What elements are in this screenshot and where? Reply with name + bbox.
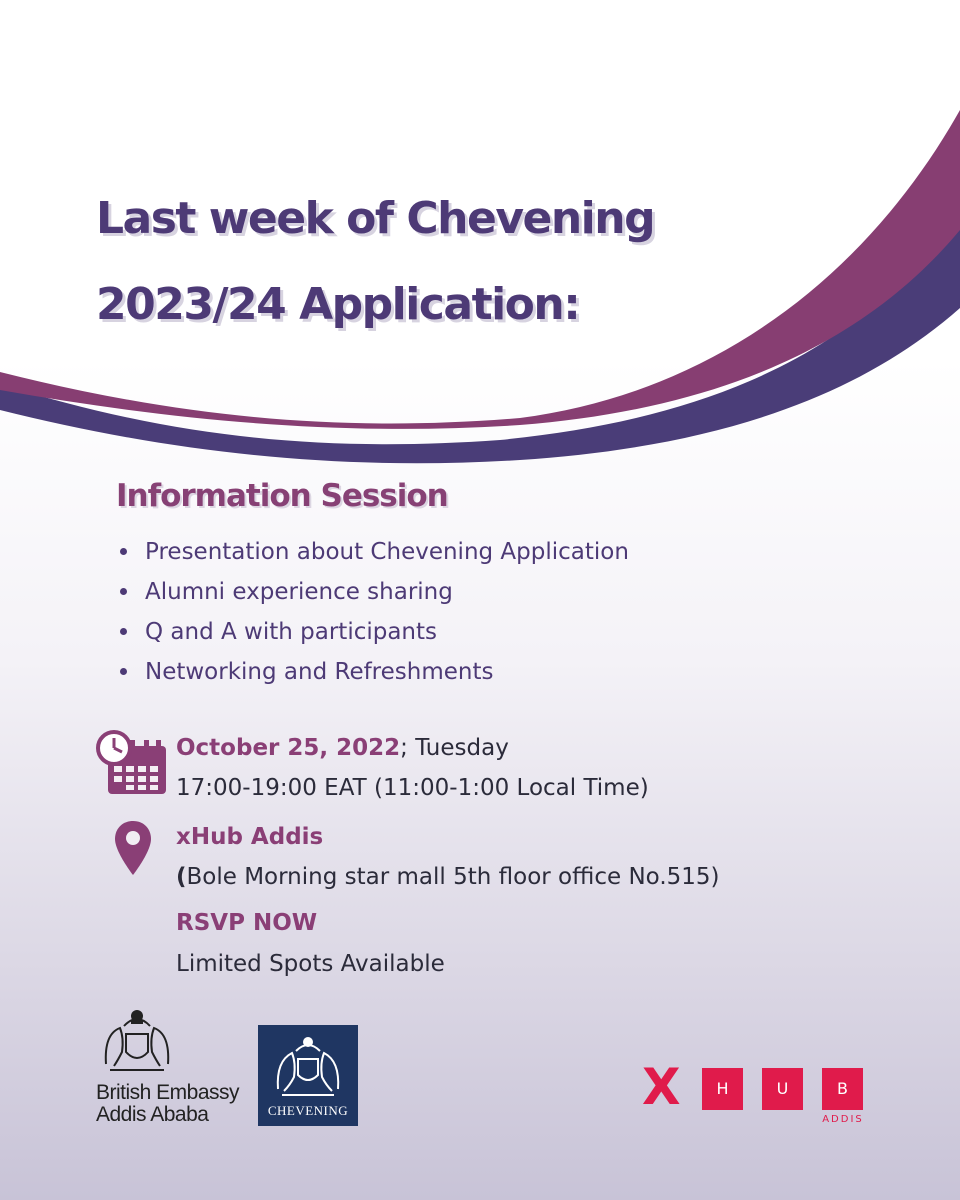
calendar-clock-icon — [96, 730, 170, 796]
chevening-logo — [258, 1025, 358, 1126]
chevening-crest-icon — [268, 1031, 348, 1101]
agenda-item: Alumni experience sharing — [120, 572, 629, 612]
agenda-item: Networking and Refreshments — [120, 652, 629, 692]
headline — [96, 176, 856, 348]
agenda-item: Presentation about Chevening Application — [120, 532, 629, 572]
xhub-letter: B — [822, 1068, 863, 1110]
xhub-subtitle: ADDIS — [822, 1114, 864, 1125]
royal-coat-of-arms-icon — [96, 1004, 178, 1076]
agenda-list — [120, 532, 629, 692]
event-address — [176, 864, 720, 890]
event-day: ; Tuesday — [400, 735, 509, 761]
session-title: Information Session — [116, 478, 448, 514]
xhub-addis-logo — [642, 1058, 872, 1132]
event-time: 17:00-19:00 EAT (11:00-1:00 Local Time) — [176, 775, 649, 801]
event-date — [176, 735, 509, 761]
agenda-item: Q and A with participants — [120, 612, 629, 652]
headline-line-2: 2023/24 Application: — [96, 279, 580, 330]
embassy-name — [96, 1082, 239, 1126]
address-paren: ( — [176, 864, 187, 890]
headline-line-1: Last week of Chevening — [96, 193, 655, 244]
embassy-name-line-2: Addis Ababa — [96, 1103, 209, 1126]
event-venue: xHub Addis — [176, 824, 324, 850]
address-text: Bole Morning star mall 5th floor office No.515) — [186, 864, 720, 890]
xhub-letter: U — [762, 1068, 803, 1110]
rsvp-label: RSVP NOW — [176, 910, 318, 936]
xhub-x-mark: X — [642, 1058, 681, 1116]
xhub-letter: H — [702, 1068, 743, 1110]
embassy-name-line-1: British Embassy — [96, 1081, 240, 1104]
spots-note: Limited Spots Available — [176, 951, 445, 977]
event-date-value: October 25, 2022 — [176, 735, 401, 761]
map-pin-icon — [114, 820, 152, 876]
chevening-wordmark: CHEVENING — [267, 1103, 349, 1118]
